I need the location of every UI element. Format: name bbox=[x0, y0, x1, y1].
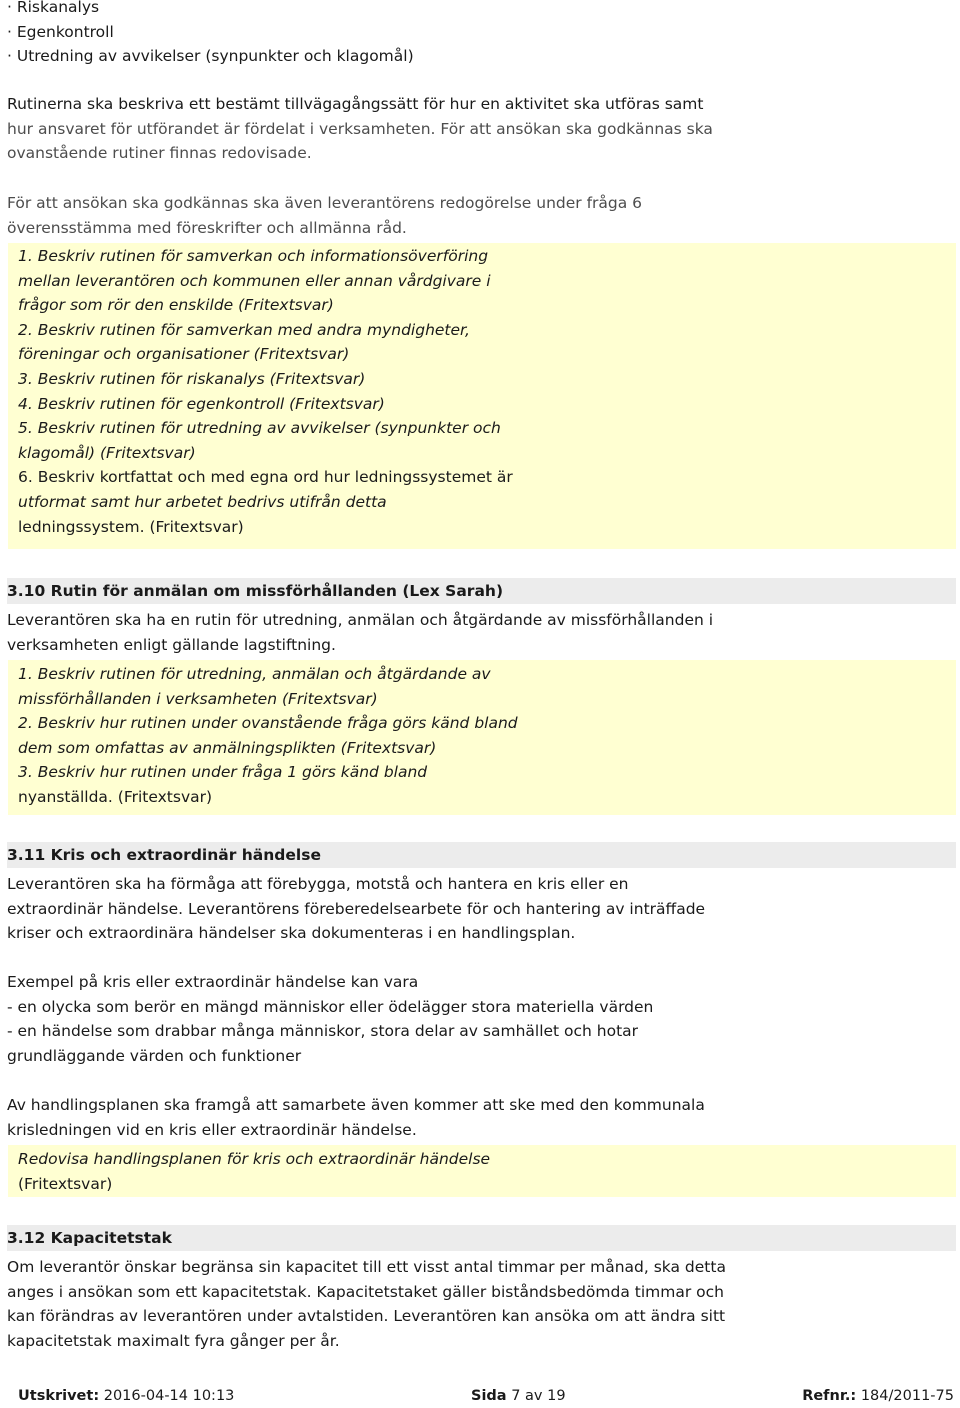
text-line: Om leverantör önskar begränsa sin kapacitet till ett visst antal timmar per månad, ska detta bbox=[7, 1258, 726, 1276]
text-line: anges i ansökan som ett kapacitetstak. Kapacitetstaket gäller biståndsbedömda timmar och bbox=[7, 1282, 724, 1301]
text-line: kapacitetstak maximalt fyra gånger per år. bbox=[7, 1331, 340, 1350]
question-text: 2. Beskriv rutinen för samverkan med andra myndigheter, bbox=[18, 320, 470, 339]
text-line: - en olycka som berör en mängd människor eller ödelägger stora materiella värden bbox=[7, 997, 654, 1016]
question-box bbox=[8, 243, 956, 549]
text-line: hur ansvaret för utförandet är fördelat i verksamheten. För att ansökan ska godkännas ska bbox=[7, 119, 713, 138]
text-line: överensstämma med föreskrifter och allmänna råd. bbox=[7, 218, 407, 237]
text-line: Av handlingsplanen ska framgå att samarbete även kommer att ske med den kommunala bbox=[7, 1096, 705, 1114]
question-box bbox=[8, 660, 956, 815]
section-heading-3-10 bbox=[7, 578, 956, 604]
question-text: mellan leverantören och kommunen eller annan vårdgivare i bbox=[18, 271, 491, 290]
section-heading-3-12 bbox=[7, 1225, 956, 1251]
text-line: Exempel på kris eller extraordinär händelse kan vara bbox=[7, 973, 419, 991]
question-text: 6. Beskriv kortfattat och med egna ord hur ledningssystemet är bbox=[18, 468, 513, 487]
question-box bbox=[8, 1145, 956, 1197]
question-text: frågor som rör den enskilde (Fritextsvar) bbox=[18, 296, 334, 315]
question-text: 4. Beskriv rutinen för egenkontroll (Fritextsvar) bbox=[18, 394, 385, 413]
text-line: Rutinerna ska beskriva ett bestämt tillvägagångssätt för hur en aktivitet ska utföras samt bbox=[7, 95, 704, 113]
question-text: 1. Beskriv rutinen för samverkan och informationsöverföring bbox=[18, 247, 489, 265]
question-text: Redovisa handlingsplanen för kris och extraordinär händelse bbox=[18, 1150, 491, 1168]
question-text: 3. Beskriv hur rutinen under fråga 1 görs känd bland bbox=[18, 763, 428, 782]
bullet-item: · Riskanalys bbox=[7, 0, 100, 16]
question-text: dem som omfattas av anmälningsplikten (Fritextsvar) bbox=[18, 738, 437, 757]
section-paragraph bbox=[7, 608, 713, 657]
text-line: verksamheten enligt gällande lagstiftning. bbox=[7, 635, 336, 654]
text-line: Leverantören ska ha en rutin för utredning, anmälan och åtgärdande av missförhållanden i bbox=[7, 611, 714, 629]
question-text: nyanställda. (Fritextsvar) bbox=[18, 787, 213, 806]
section-number: 3.11 bbox=[7, 846, 46, 864]
question-text: utformat samt hur arbetet bedrivs utifrån detta bbox=[18, 492, 387, 511]
question-text: ledningssystem. (Fritextsvar) bbox=[18, 517, 244, 536]
printed-date bbox=[18, 1388, 234, 1408]
bullet-item: · Utredning av avvikelser (synpunkter och klagomål) bbox=[7, 47, 414, 66]
text-line: kriser och extraordinära händelser ska dokumenteras i en handlingsplan. bbox=[7, 924, 576, 943]
bullet-list bbox=[7, 0, 414, 69]
reference-number bbox=[802, 1388, 954, 1408]
intro-paragraph-requirement bbox=[7, 191, 642, 240]
page-footer bbox=[18, 1388, 954, 1408]
text-line: ovanstående rutiner finnas redovisade. bbox=[7, 144, 312, 163]
printed-label: Utskrivet: bbox=[18, 1388, 100, 1404]
question-text: missförhållanden i verksamheten (Fritextsvar) bbox=[18, 689, 378, 708]
section-paragraph bbox=[7, 872, 705, 946]
text-line: - en händelse som drabbar många människor, stora delar av samhället och hotar bbox=[7, 1022, 639, 1041]
text-line: extraordinär händelse. Leverantörens föreberedelsearbete för och hantering av inträffade bbox=[7, 899, 706, 918]
printed-value: 2016-04-14 10:13 bbox=[103, 1388, 235, 1404]
question-text: 2. Beskriv hur rutinen under ovanstående fråga görs känd bland bbox=[18, 714, 518, 733]
page-label: Sida bbox=[471, 1388, 507, 1404]
section-paragraph bbox=[7, 1093, 705, 1142]
intro-paragraph bbox=[7, 92, 713, 166]
bullet-item: · Egenkontroll bbox=[7, 22, 114, 41]
section-title: Rutin för anmälan om missförhållanden (Lex Sarah) bbox=[50, 582, 504, 600]
section-paragraph bbox=[7, 1255, 726, 1353]
question-text: 5. Beskriv rutinen för utredning av avvikelser (synpunkter och bbox=[18, 419, 501, 438]
section-number: 3.12 bbox=[7, 1229, 46, 1247]
section-number: 3.10 bbox=[7, 582, 46, 600]
question-text: 3. Beskriv rutinen för riskanalys (Fritextsvar) bbox=[18, 369, 366, 388]
text-line: För att ansökan ska godkännas ska även leverantörens redogörelse under fråga 6 bbox=[7, 194, 643, 212]
page-number bbox=[471, 1388, 566, 1408]
question-text: föreningar och organisationer (Fritextsvar) bbox=[18, 345, 350, 364]
ref-label: Refnr.: bbox=[802, 1388, 857, 1404]
text-line: grundläggande värden och funktioner bbox=[7, 1046, 302, 1065]
text-line: Leverantören ska ha förmåga att förebygga, motstå och hantera en kris eller en bbox=[7, 875, 629, 893]
section-paragraph-examples bbox=[7, 970, 653, 1068]
page-value: 7 av 19 bbox=[511, 1388, 566, 1404]
section-title: Kris och extraordinär händelse bbox=[50, 846, 321, 864]
section-heading-3-11 bbox=[7, 842, 956, 868]
question-text: (Fritextsvar) bbox=[18, 1174, 113, 1193]
text-line: kan förändras av leverantören under avtalstiden. Leverantören kan ansöka om att ändra sitt bbox=[7, 1307, 726, 1326]
text-line: krisledningen vid en kris eller extraordinär händelse. bbox=[7, 1120, 417, 1139]
question-text: klagomål) (Fritextsvar) bbox=[18, 443, 196, 462]
question-text: 1. Beskriv rutinen för utredning, anmälan och åtgärdande av bbox=[18, 665, 491, 683]
ref-value: 184/2011-75 bbox=[860, 1388, 954, 1404]
section-title: Kapacitetstak bbox=[50, 1229, 172, 1247]
